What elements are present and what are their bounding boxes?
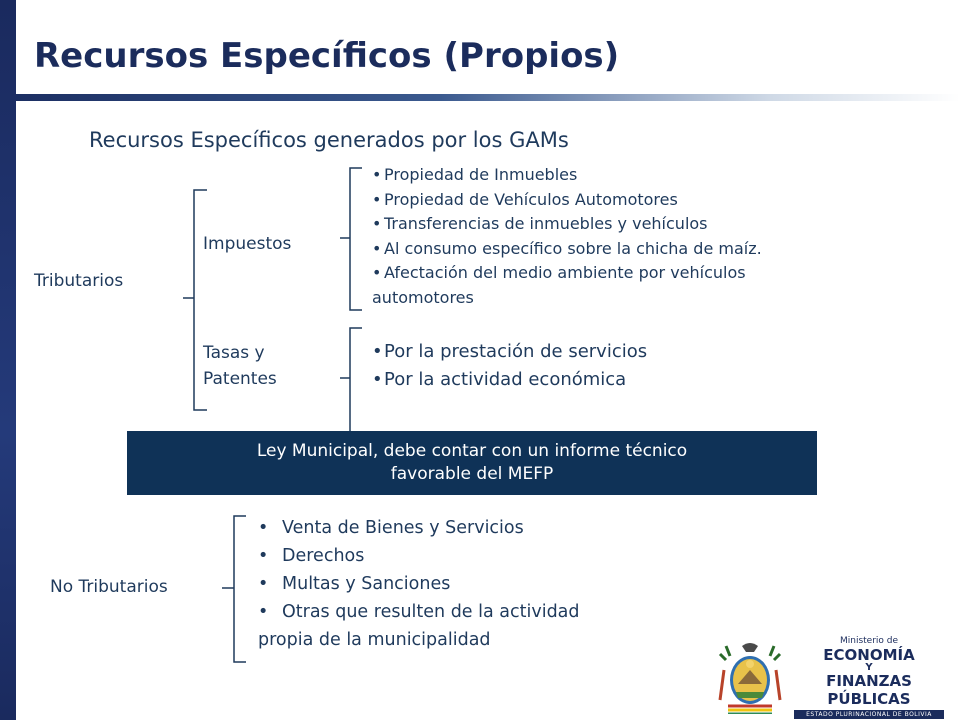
logo-text (790, 636, 948, 719)
list-item: • Otras que resulten de la actividad (258, 598, 580, 626)
list-item-continuation: propia de la municipalidad (258, 630, 491, 650)
logo-line1: Ministerio de (839, 636, 899, 646)
logo-line2: ECONOMÍA (823, 646, 915, 664)
list-item: • Propiedad de Vehículos Automotores (372, 188, 762, 213)
list-item: • Propiedad de Inmuebles (372, 163, 762, 188)
law-box-line2: favorable del MEFP (390, 464, 554, 484)
tasas-label-line2: Patentes (203, 369, 277, 389)
tasas-list (372, 338, 647, 394)
impuestos-list (372, 163, 762, 310)
bracket-tasas (340, 328, 362, 432)
no-tributarios-list (258, 514, 580, 654)
law-requirement-box (127, 431, 817, 495)
list-item: • Multas y Sanciones (258, 570, 580, 598)
slide-subtitle: Recursos Específicos generados por los GAMs (89, 128, 569, 152)
list-item: • Al consumo específico sobre la chicha de maíz. (372, 237, 762, 262)
no-tributarios-label: No Tributarios (50, 577, 168, 597)
bracket-impuestos (340, 168, 362, 310)
list-item: • Afectación del medio ambiente por vehículos (372, 261, 762, 286)
tasas-label-line1: Tasas y (203, 343, 265, 363)
list-item: • Venta de Bienes y Servicios (258, 514, 580, 542)
ministry-logo (718, 636, 948, 720)
list-item-continuation: automotores (372, 287, 474, 307)
tributarios-label: Tributarios (34, 271, 124, 291)
coat-of-arms-icon (718, 640, 782, 714)
list-item: • Transferencias de inmuebles y vehículos (372, 212, 762, 237)
list-item: • Derechos (258, 542, 580, 570)
bracket-no-tributarios (222, 516, 246, 662)
logo-line4: FINANZAS PÚBLICAS (826, 672, 912, 708)
logo-line3: Y (865, 662, 873, 673)
list-item: • Por la prestación de servicios (372, 338, 647, 366)
slide-title: Recursos Específicos (Propios) (34, 36, 620, 76)
logo-line5: ESTADO PLURINACIONAL DE BOLIVIA (794, 710, 944, 719)
law-box-line1: Ley Municipal, debe contar con un informe técnico (256, 441, 688, 461)
list-item: • Por la actividad económica (372, 366, 647, 394)
impuestos-label: Impuestos (203, 234, 292, 254)
